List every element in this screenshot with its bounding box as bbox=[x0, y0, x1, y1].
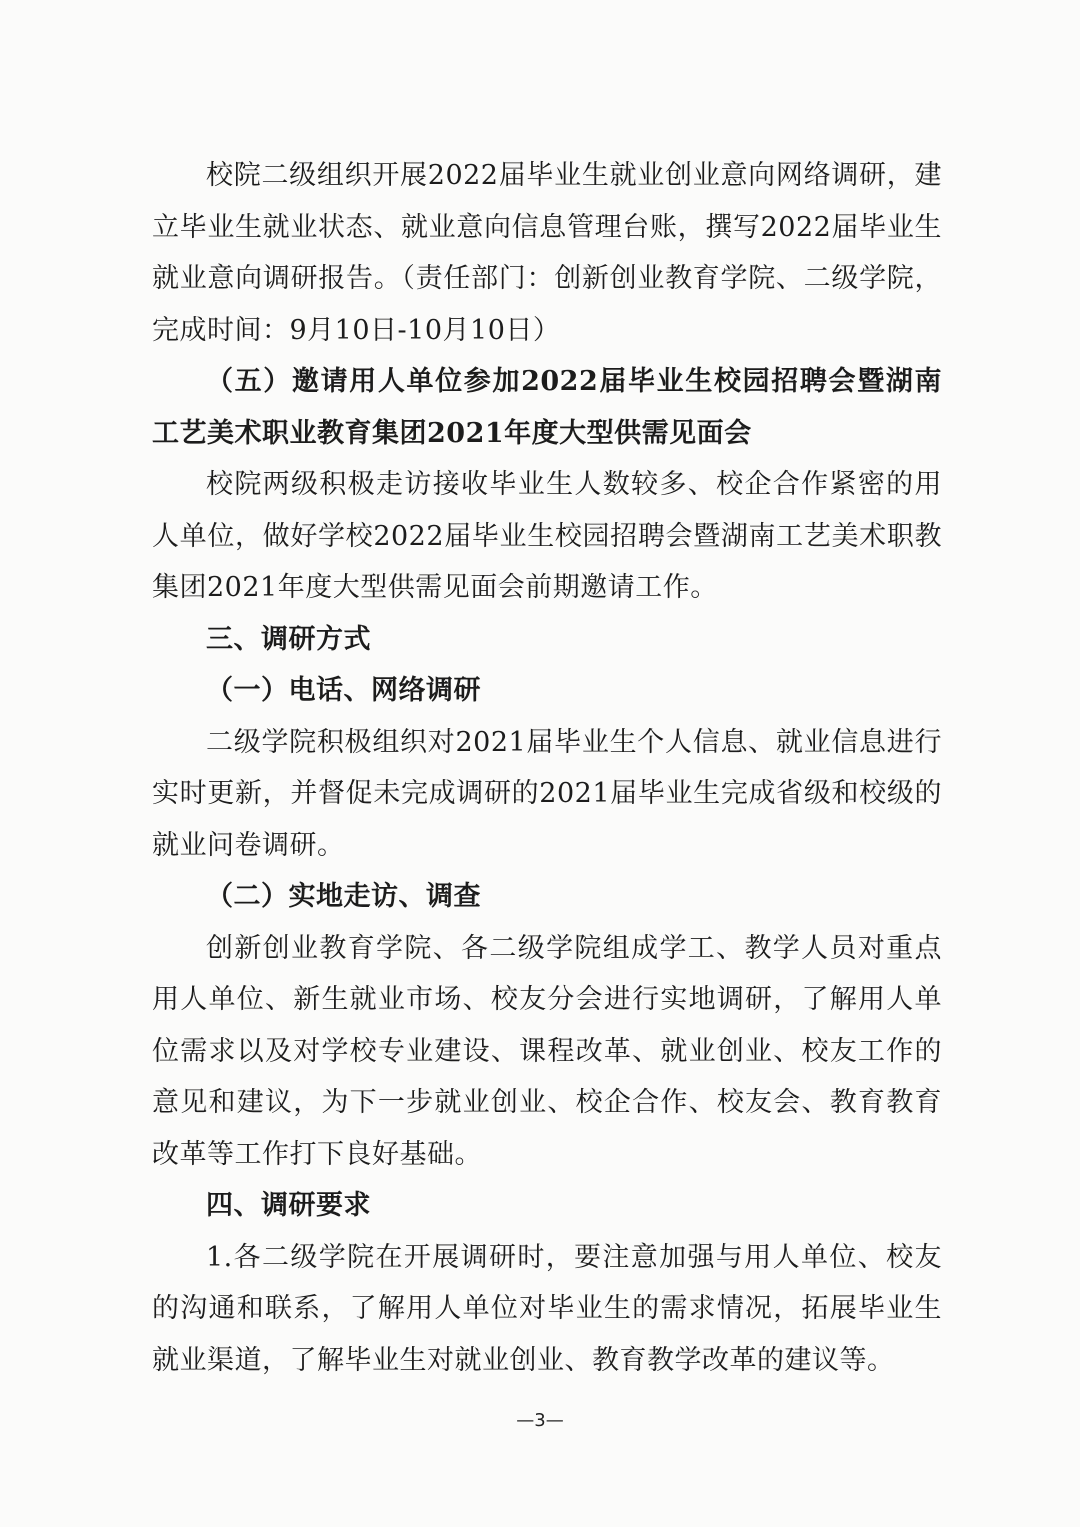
paragraph-survey-network: 校院二级组织开展2022届毕业生就业创业意向网络调研，建立毕业生就业状态、就业意向信息管理台账，撰写2022届毕业生就业意向调研报告。（责任部门：创新创业教育学院、二级学院，完成时间：9月10日-10月10日） bbox=[152, 160, 942, 346]
heading-field-visit: （二）实地走访、调查 bbox=[206, 881, 481, 912]
document-body bbox=[152, 150, 942, 1386]
paragraph-requirement-1: 1.各二级学院在开展调研时，要注意加强与用人单位、校友的沟通和联系，了解用人单位对毕业生的需求情况，拓展毕业生就业渠道，了解毕业生对就业创业、教育教学改革的建议等。 bbox=[152, 1241, 942, 1376]
heading-survey-methods: 三、调研方式 bbox=[206, 623, 371, 655]
heading-invite-employers: （五）邀请用人单位参加2022届毕业生校园招聘会暨湖南工艺美术职业教育集团2021年度大型供需见面会 bbox=[152, 366, 942, 449]
paragraph-field-visit: 创新创业教育学院、各二级学院组成学工、教学人员对重点用人单位、新生就业市场、校友分会进行实地调研，了解用人单位需求以及对学校专业建设、课程改革、就业创业、校友工作的意见和建议，为下一步就业创业、校企合作、校友会、教育教育改革等工作打下良好基础。 bbox=[152, 932, 942, 1170]
page-number: —3— bbox=[516, 1410, 564, 1431]
paragraph-phone-network-survey: 二级学院积极组织对2021届毕业生个人信息、就业信息进行实时更新，并督促未完成调研的2021届毕业生完成省级和校级的就业问卷调研。 bbox=[152, 726, 942, 861]
paragraph-invite-employers: 校院两级积极走访接收毕业生人数较多、校企合作紧密的用人单位，做好学校2022届毕业生校园招聘会暨湖南工艺美术职教集团2021年度大型供需见面会前期邀请工作。 bbox=[152, 469, 942, 603]
heading-phone-network-survey: （一）电话、网络调研 bbox=[206, 675, 481, 706]
heading-survey-requirements: 四、调研要求 bbox=[206, 1190, 371, 1221]
